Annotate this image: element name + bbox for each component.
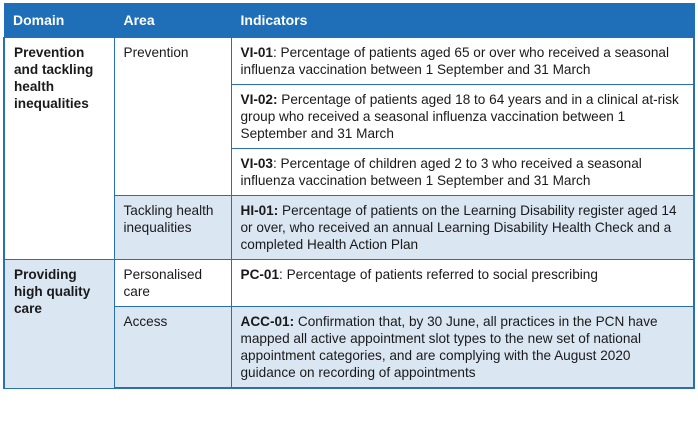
indicator-cell-vi-01 xyxy=(231,38,694,85)
indicator-text: Percentage of patients aged 18 to 64 years and in a clinical at-risk group who received a seasonal influenza vaccination between 1 September and 31 March xyxy=(240,92,679,141)
domain-cell-quality-care: Providing high quality care xyxy=(4,260,114,389)
indicator-cell-pc-01 xyxy=(231,260,694,307)
indicator-text: Percentage of patients aged 65 or over who received a seasonal influenza vaccination between 1 September and 31 March xyxy=(240,45,669,77)
indicator-text: Confirmation that, by 30 June, all practices in the PCN have mapped all active appointment slot types to the new set of national appointment categories, and are complying with the August 2020 guidance on recording of appointments xyxy=(240,314,658,380)
area-cell-tackling: Tackling health inequalities xyxy=(114,196,231,260)
header-indicators: Indicators xyxy=(231,3,694,38)
indicator-separator: : xyxy=(279,267,283,282)
indicator-cell-vi-02 xyxy=(231,85,694,149)
table-header-row xyxy=(4,3,694,38)
indicator-text: Percentage of patients on the Learning Disability register aged 14 or over, who received an annual Learning Disability Health Check and a completed Health Action Plan xyxy=(240,203,677,252)
area-cell-personalised: Personalised care xyxy=(114,260,231,307)
indicator-code: VI-02: xyxy=(240,92,278,107)
indicator-cell-acc-01 xyxy=(231,307,694,389)
domain-cell-prevention: Prevention and tackling health inequalities xyxy=(4,38,114,260)
indicator-code: PC-01 xyxy=(240,267,280,282)
indicator-code: VI-03 xyxy=(240,156,273,171)
indicator-separator: : xyxy=(273,156,277,171)
indicator-code: HI-01: xyxy=(240,203,279,218)
indicator-code: ACC-01: xyxy=(240,314,295,329)
indicator-cell-vi-03 xyxy=(231,149,694,196)
indicators-table-container xyxy=(3,3,693,389)
area-cell-access: Access xyxy=(114,307,231,389)
indicator-cell-hi-01 xyxy=(231,196,694,260)
header-area: Area xyxy=(114,3,231,38)
indicator-separator: : xyxy=(273,45,277,60)
indicator-text: Percentage of patients referred to social prescribing xyxy=(282,267,598,282)
area-cell-prevention: Prevention xyxy=(114,38,231,196)
table-row xyxy=(4,38,694,85)
header-domain: Domain xyxy=(4,3,114,38)
indicator-code: VI-01 xyxy=(240,45,273,60)
table-row xyxy=(4,260,694,307)
indicator-text: Percentage of children aged 2 to 3 who received a seasonal influenza vaccination between 1 September and 31 March xyxy=(240,156,642,188)
indicators-table xyxy=(3,3,695,389)
